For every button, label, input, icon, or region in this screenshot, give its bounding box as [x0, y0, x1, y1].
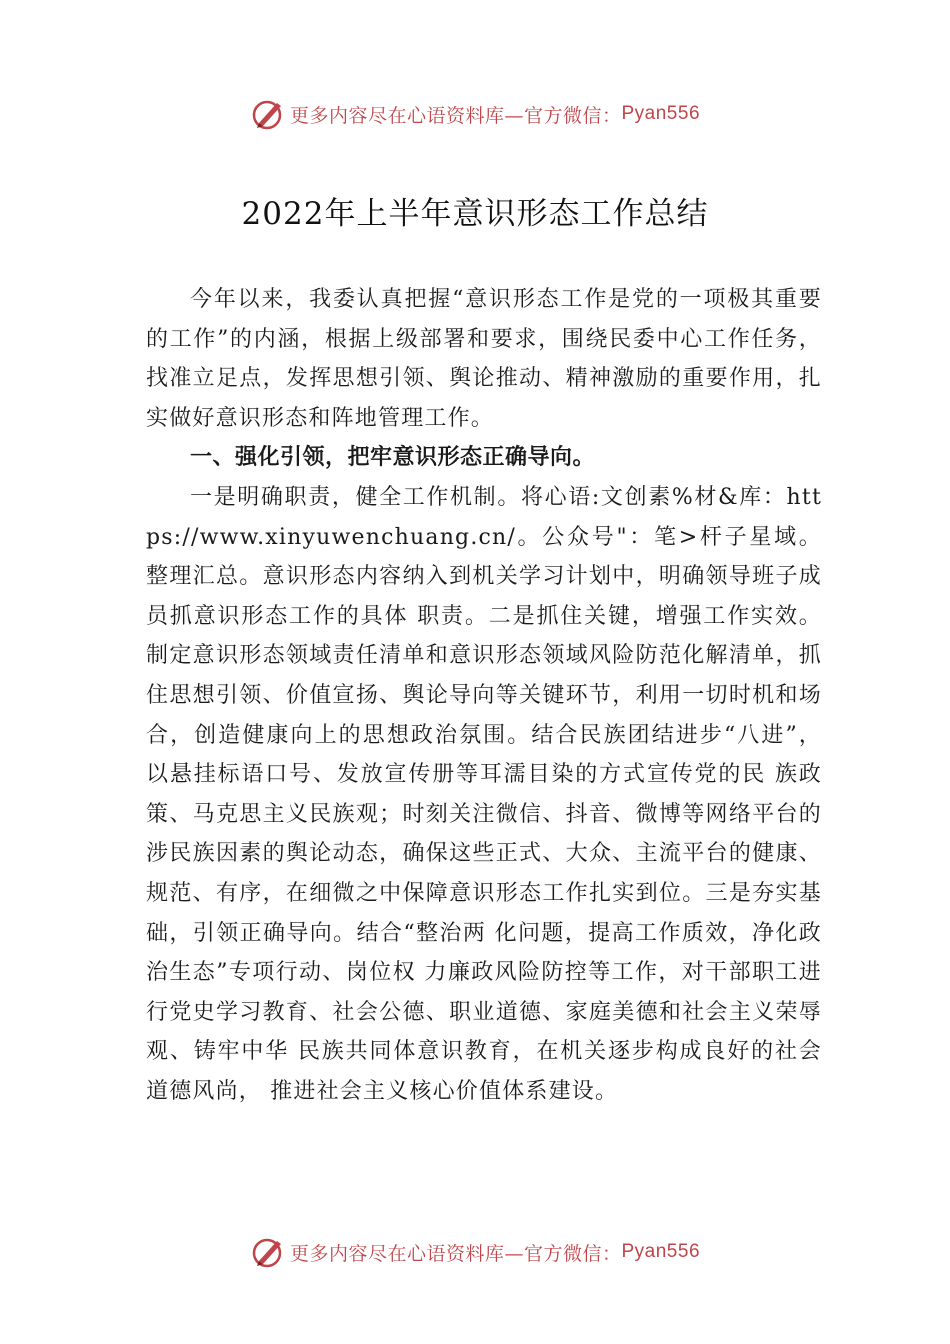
document-body: [146, 280, 822, 1111]
banner-text: 更多内容尽在心语资料库—官方微信：: [289, 1242, 622, 1265]
pen-logo-icon: [250, 1234, 286, 1270]
banner-text: 更多内容尽在心语资料库—官方微信：: [289, 104, 622, 127]
section-heading: 一、强化引领，把牢意识形态正确导向。: [190, 445, 596, 471]
body-paragraph: 一是明确职责，健全工作机制。将心语:文创素%材&库：https://www.xinyuwenchuang.cn/。公众号"：笔>杆子星域。整理汇总。意识形态内容纳入到机关学习计划中，明确领导班子成员抓意识形态工作的具体 职责。二是抓住关键，增强工作实效。制定意识形态领域责任清单和意识形态领域风险防范化解清单，抓住思想引领、价值宣扬、舆论导向等关键环节，利用一切时机和场合，创造健康向上的思想政治氛围。结合民族团结进步“八进”， 以悬挂标语口号、发放宣传册等耳濡目染的方式宣传党的民 族政策、马克思主义民族观；时刻关注微信、抖音、微博等网络平台的涉民族因素的舆论动态，确保这些正式、大众、主流平台的健康、规范、有序，在细微之中保障意识形态工作扎实到位。三是夯实基础，引领正确导向。结合“整治两 化问题，提高工作质效，净化政治生态”专项行动、岗位权 力廉政风险防控等工作，对干部职工进行党史学习教育、社会公德、职业道德、家庭美德和社会主义荣辱观、铸牢中华 民族共同体意识教育，在机关逐步构成良好的社会道德风尚， 推进社会主义核心价值体系建设。: [146, 484, 822, 1104]
pen-logo-icon: [250, 96, 286, 132]
intro-paragraph: 今年以来，我委认真把握“意识形态工作是党的一项极其重要的工作”的内涵，根据上级部署和要求，围绕民委中心工作任务，找准立足点，发挥思想引领、舆论推动、精神激励的重要作用，扎实做好意识形态和阵地管理工作。: [146, 287, 822, 431]
document-title: 2022年上半年意识形态工作总结: [241, 196, 709, 232]
footer-watermark: [0, 1232, 950, 1272]
wechat-id: Pyan556: [621, 103, 701, 124]
header-watermark: [0, 94, 950, 134]
wechat-id: Pyan556: [621, 1241, 701, 1262]
